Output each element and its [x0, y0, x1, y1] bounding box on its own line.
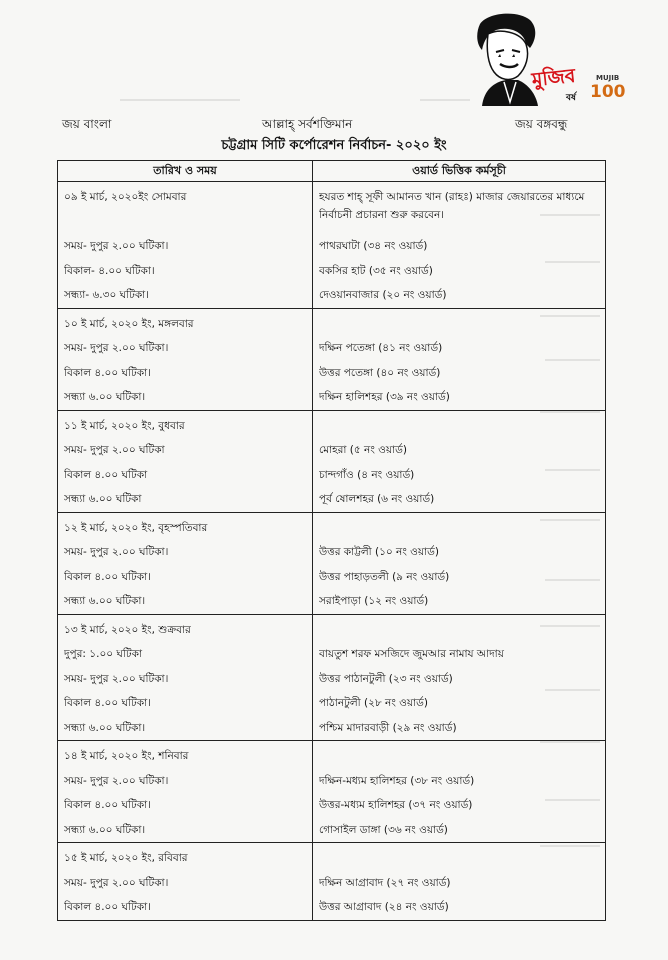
ward-label: পূর্ব ষোলশহর (৬ নং ওয়ার্ড): [319, 493, 435, 505]
ward-label: উত্তর পতেঙ্গা (৪০ নং ওয়ার্ড): [319, 366, 441, 379]
table-row: [58, 843, 606, 921]
time-label: সময়- দুপুর ২.০০ ঘটিকা।: [64, 240, 169, 252]
ward-label: উত্তর পাঠানটুলী (২৩ নং ওয়ার্ড): [319, 672, 453, 685]
time-label: সন্ধ্যা ৬.০০ ঘটিকা।: [64, 823, 146, 836]
time-label: সময়- দুপুর ২.০০ ঘটিকা।: [64, 876, 169, 889]
date-cell: [58, 843, 313, 921]
ward-label: মোহরা (৫ নং ওয়ার্ড): [319, 444, 407, 456]
program-note: হযরত শাহ্ সূফী আমানত খান (রাহঃ) মাজার জেয়ারতের মাধ্যমে নির্বাচনী প্রচারনা শুরু করবেন।: [319, 191, 585, 221]
table-row: [58, 410, 606, 512]
program-cell: [313, 512, 606, 614]
table-row: [58, 614, 606, 741]
time-label: বিকাল ৪.০০ ঘটিকা।: [64, 570, 151, 583]
header-date-time: তারিখ ও সময়: [58, 161, 313, 182]
header-slogan-left: জয় বাংলা: [62, 117, 112, 131]
date-label: ১০ ই মার্চ, ২০২০ ইং, মঙ্গলবার: [64, 317, 194, 330]
date-label: ১৪ ই মার্চ, ২০২০ ইং, শনিবার: [64, 750, 189, 762]
time-label: সময়- দুপুর ২.০০ ঘটিকা।: [64, 546, 169, 558]
date-label: ০৯ ই মার্চ, ২০২০ইং সোমবার: [64, 191, 187, 203]
time-label: সন্ধ্যা ৬.০০ ঘটিকা।: [64, 391, 146, 403]
program-cell: [313, 843, 606, 921]
logo-badge-text: MUJIB: [596, 74, 620, 82]
ward-label: গোসাইল ডাঙ্গা (৩৬ নং ওয়ার্ড): [319, 823, 448, 836]
ward-label: দক্ষিন হালিশহর (৩৯ নং ওয়ার্ড): [319, 391, 450, 403]
ward-label: দেওয়ানবাজার (২০ নং ওয়ার্ড): [319, 289, 447, 301]
date-label: ১১ ই মার্চ, ২০২০ ইং, বুধবার: [64, 419, 185, 432]
program-cell: [313, 308, 606, 410]
time-label: সন্ধ্যা ৬.০০ ঘটিকা।: [64, 721, 146, 734]
ward-label: দক্ষিন-মধ্যম হালিশহর (৩৮ নং ওয়ার্ড): [319, 774, 475, 787]
date-cell: [58, 410, 313, 512]
time-label: বিকাল ৪.০০ ঘটিকা।: [64, 366, 151, 379]
table-row: [58, 512, 606, 614]
time-label: সময়- দুপুর ২.০০ ঘটিকা।: [64, 774, 169, 787]
ward-label: উত্তর পাহাড়তলী (৯ নং ওয়ার্ড): [319, 570, 450, 583]
program-cell: [313, 182, 606, 309]
program-cell: [313, 741, 606, 843]
date-cell: [58, 741, 313, 843]
time-label: বিকাল ৪.০০ ঘটিকা: [64, 468, 148, 481]
time-label: সময়- দুপুর ২.০০ ঘটিকা: [64, 444, 165, 456]
ward-label: সরাইপাড়া (১২ নং ওয়ার্ড): [319, 595, 429, 607]
time-label: সন্ধ্যা ৬.০০ ঘটিকা।: [64, 595, 146, 607]
time-label: সময়- দুপুর ২.০০ ঘটিকা।: [64, 672, 169, 685]
time-label: বিকাল- ৪.০০ ঘটিকা।: [64, 264, 155, 277]
ward-label: বকসির হাট (৩৫ নং ওয়ার্ড): [319, 264, 433, 277]
time-label: বিকাল ৪.০০ ঘটিকা।: [64, 697, 151, 709]
ward-label: পাঠানটুলী (২৮ নং ওয়ার্ড): [319, 697, 428, 709]
ward-label: উত্তর আগ্রাবাদ (২৪ নং ওয়ার্ড): [319, 901, 449, 913]
table-row: [58, 308, 606, 410]
ward-label: বায়তুশ শরফ মসজিদে জুমআর নামায আদায়: [319, 648, 504, 660]
ward-label: দক্ষিন আগ্রাবাদ (২৭ নং ওয়ার্ড): [319, 876, 451, 889]
mujib-borsho-logo: [470, 10, 626, 110]
date-cell: [58, 512, 313, 614]
time-label: দুপুর: ১.০০ ঘটিকা: [64, 648, 143, 660]
time-label: সন্ধ্যা ৬.০০ ঘটিকা: [64, 493, 142, 505]
date-label: ১৫ ই মার্চ, ২০২০ ইং, রবিবার: [64, 852, 188, 864]
date-cell: [58, 182, 313, 309]
time-label: বিকাল ৪.০০ ঘটিকা।: [64, 799, 151, 811]
date-label: ১২ ই মার্চ, ২০২০ ইং, বৃহস্পতিবার: [64, 521, 208, 534]
date-cell: [58, 614, 313, 741]
date-cell: [58, 308, 313, 410]
table-row: [58, 182, 606, 309]
program-cell: [313, 614, 606, 741]
time-label: সময়- দুপুর ২.০০ ঘটিকা।: [64, 342, 169, 354]
header-slogan-center: আল্লাহ্ সর্বশক্তিমান: [262, 117, 353, 131]
table-row: [58, 741, 606, 843]
schedule-table: [57, 160, 606, 921]
time-label: বিকাল ৪.০০ ঘটিকা।: [64, 901, 151, 913]
ward-label: পশ্চিম মাদারবাড়ী (২৯ নং ওয়ার্ড): [319, 721, 457, 734]
ward-label: দক্ষিন পতেঙ্গা (৪১ নং ওয়ার্ড): [319, 342, 443, 354]
logo-script-text: মুজিব: [530, 64, 577, 92]
document-title: চট্টগ্রাম সিটি কর্পোরেশন নির্বাচন- ২০২০ ইং: [221, 138, 447, 153]
ward-label: উত্তর-মধ্যম হালিশহর (৩৭ নং ওয়ার্ড): [319, 799, 473, 811]
logo-number: 100: [590, 82, 626, 102]
header-ward-program: ওয়ার্ড ভিত্তিক কর্মসূচী: [313, 161, 606, 182]
ward-label: উত্তর কাট্টলী (১০ নং ওয়ার্ড): [319, 546, 439, 558]
program-cell: [313, 410, 606, 512]
header-slogan-right: জয় বঙ্গবন্ধু: [515, 117, 568, 131]
table-header-row: [58, 161, 606, 182]
date-label: ১৩ ই মার্চ, ২০২০ ইং, শুক্রবার: [64, 623, 191, 636]
ward-label: পাথরঘাটা (৩৪ নং ওয়ার্ড): [319, 240, 428, 252]
ward-label: চান্দগাঁও (৪ নং ওয়ার্ড): [319, 468, 415, 481]
time-label: সন্ধ্যা- ৬.৩০ ঘটিকা।: [64, 289, 149, 301]
logo-sub-text: বর্ষ: [566, 93, 576, 103]
